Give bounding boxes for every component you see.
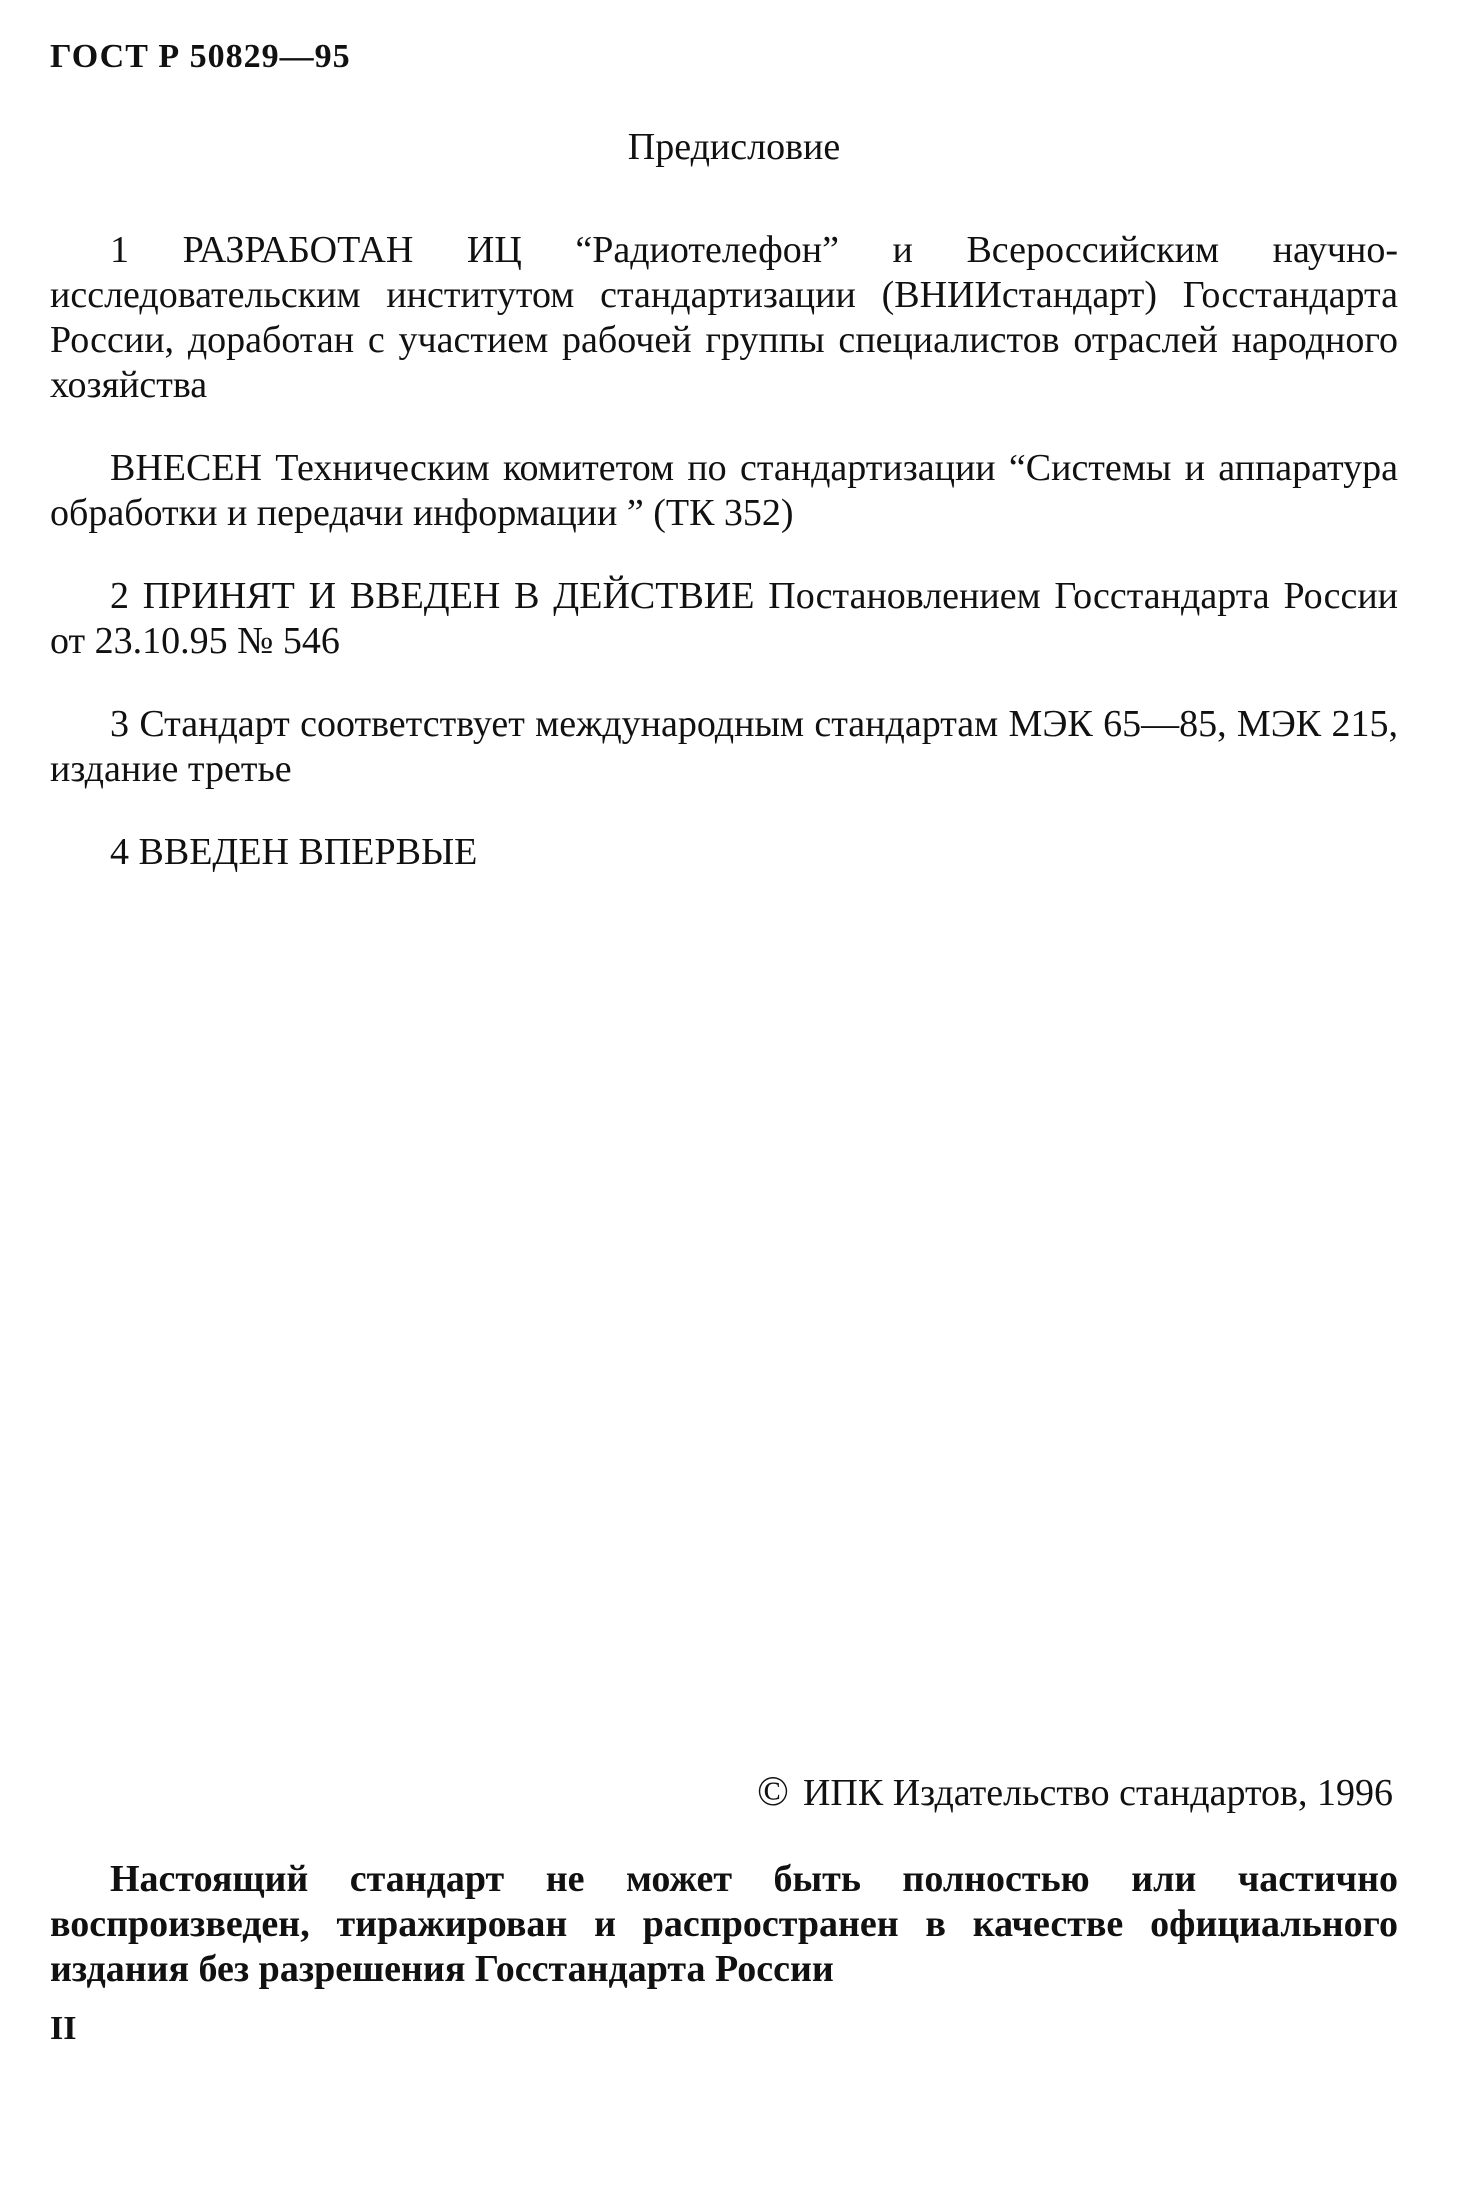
preface-paragraph-first-introduced: 4 ВВЕДЕН ВПЕРВЫЕ (110, 831, 478, 873)
copyright-text: ИПК Издательство стандартов, 1996 (802, 1772, 1393, 1814)
preface-title: Предисловие (627, 126, 841, 168)
preface-paragraph-conformity: 3 Стандарт соответствует международным стандартам МЭК 65—85, МЭК 215, издание третье (50, 703, 1398, 790)
preface-paragraph-developed: 1 РАЗРАБОТАН ИЦ “Радиотелефон” и Всероссийским научно-исследовательским институтом стандартизации (ВНИИстандарт) Госстандарта России, доработан с участием рабочей группы специалистов отраслей народного хозяйства (50, 229, 1398, 406)
standard-code: ГОСТ Р 50829—95 (50, 38, 351, 75)
page-number: II (50, 2010, 77, 2047)
reproduction-notice: Настоящий стандарт не может быть полностью или частично воспроизведен, тиражирован и распространен в качестве официального издания без разрешения Госстандарта России (50, 1858, 1398, 1990)
preface-paragraph-adopted: 2 ПРИНЯТ И ВВЕДЕН В ДЕЙСТВИЕ Постановлением Госстандарта России от 23.10.95 № 546 (50, 575, 1398, 662)
preface-paragraph-introduced: ВНЕСЕН Техническим комитетом по стандартизации “Системы и аппаратура обработки и передачи информации ” (ТК 352) (50, 447, 1398, 534)
copyright-icon: © (757, 1769, 789, 1815)
preface-content (50, 228, 1398, 913)
copyright-line (757, 1768, 1393, 1816)
